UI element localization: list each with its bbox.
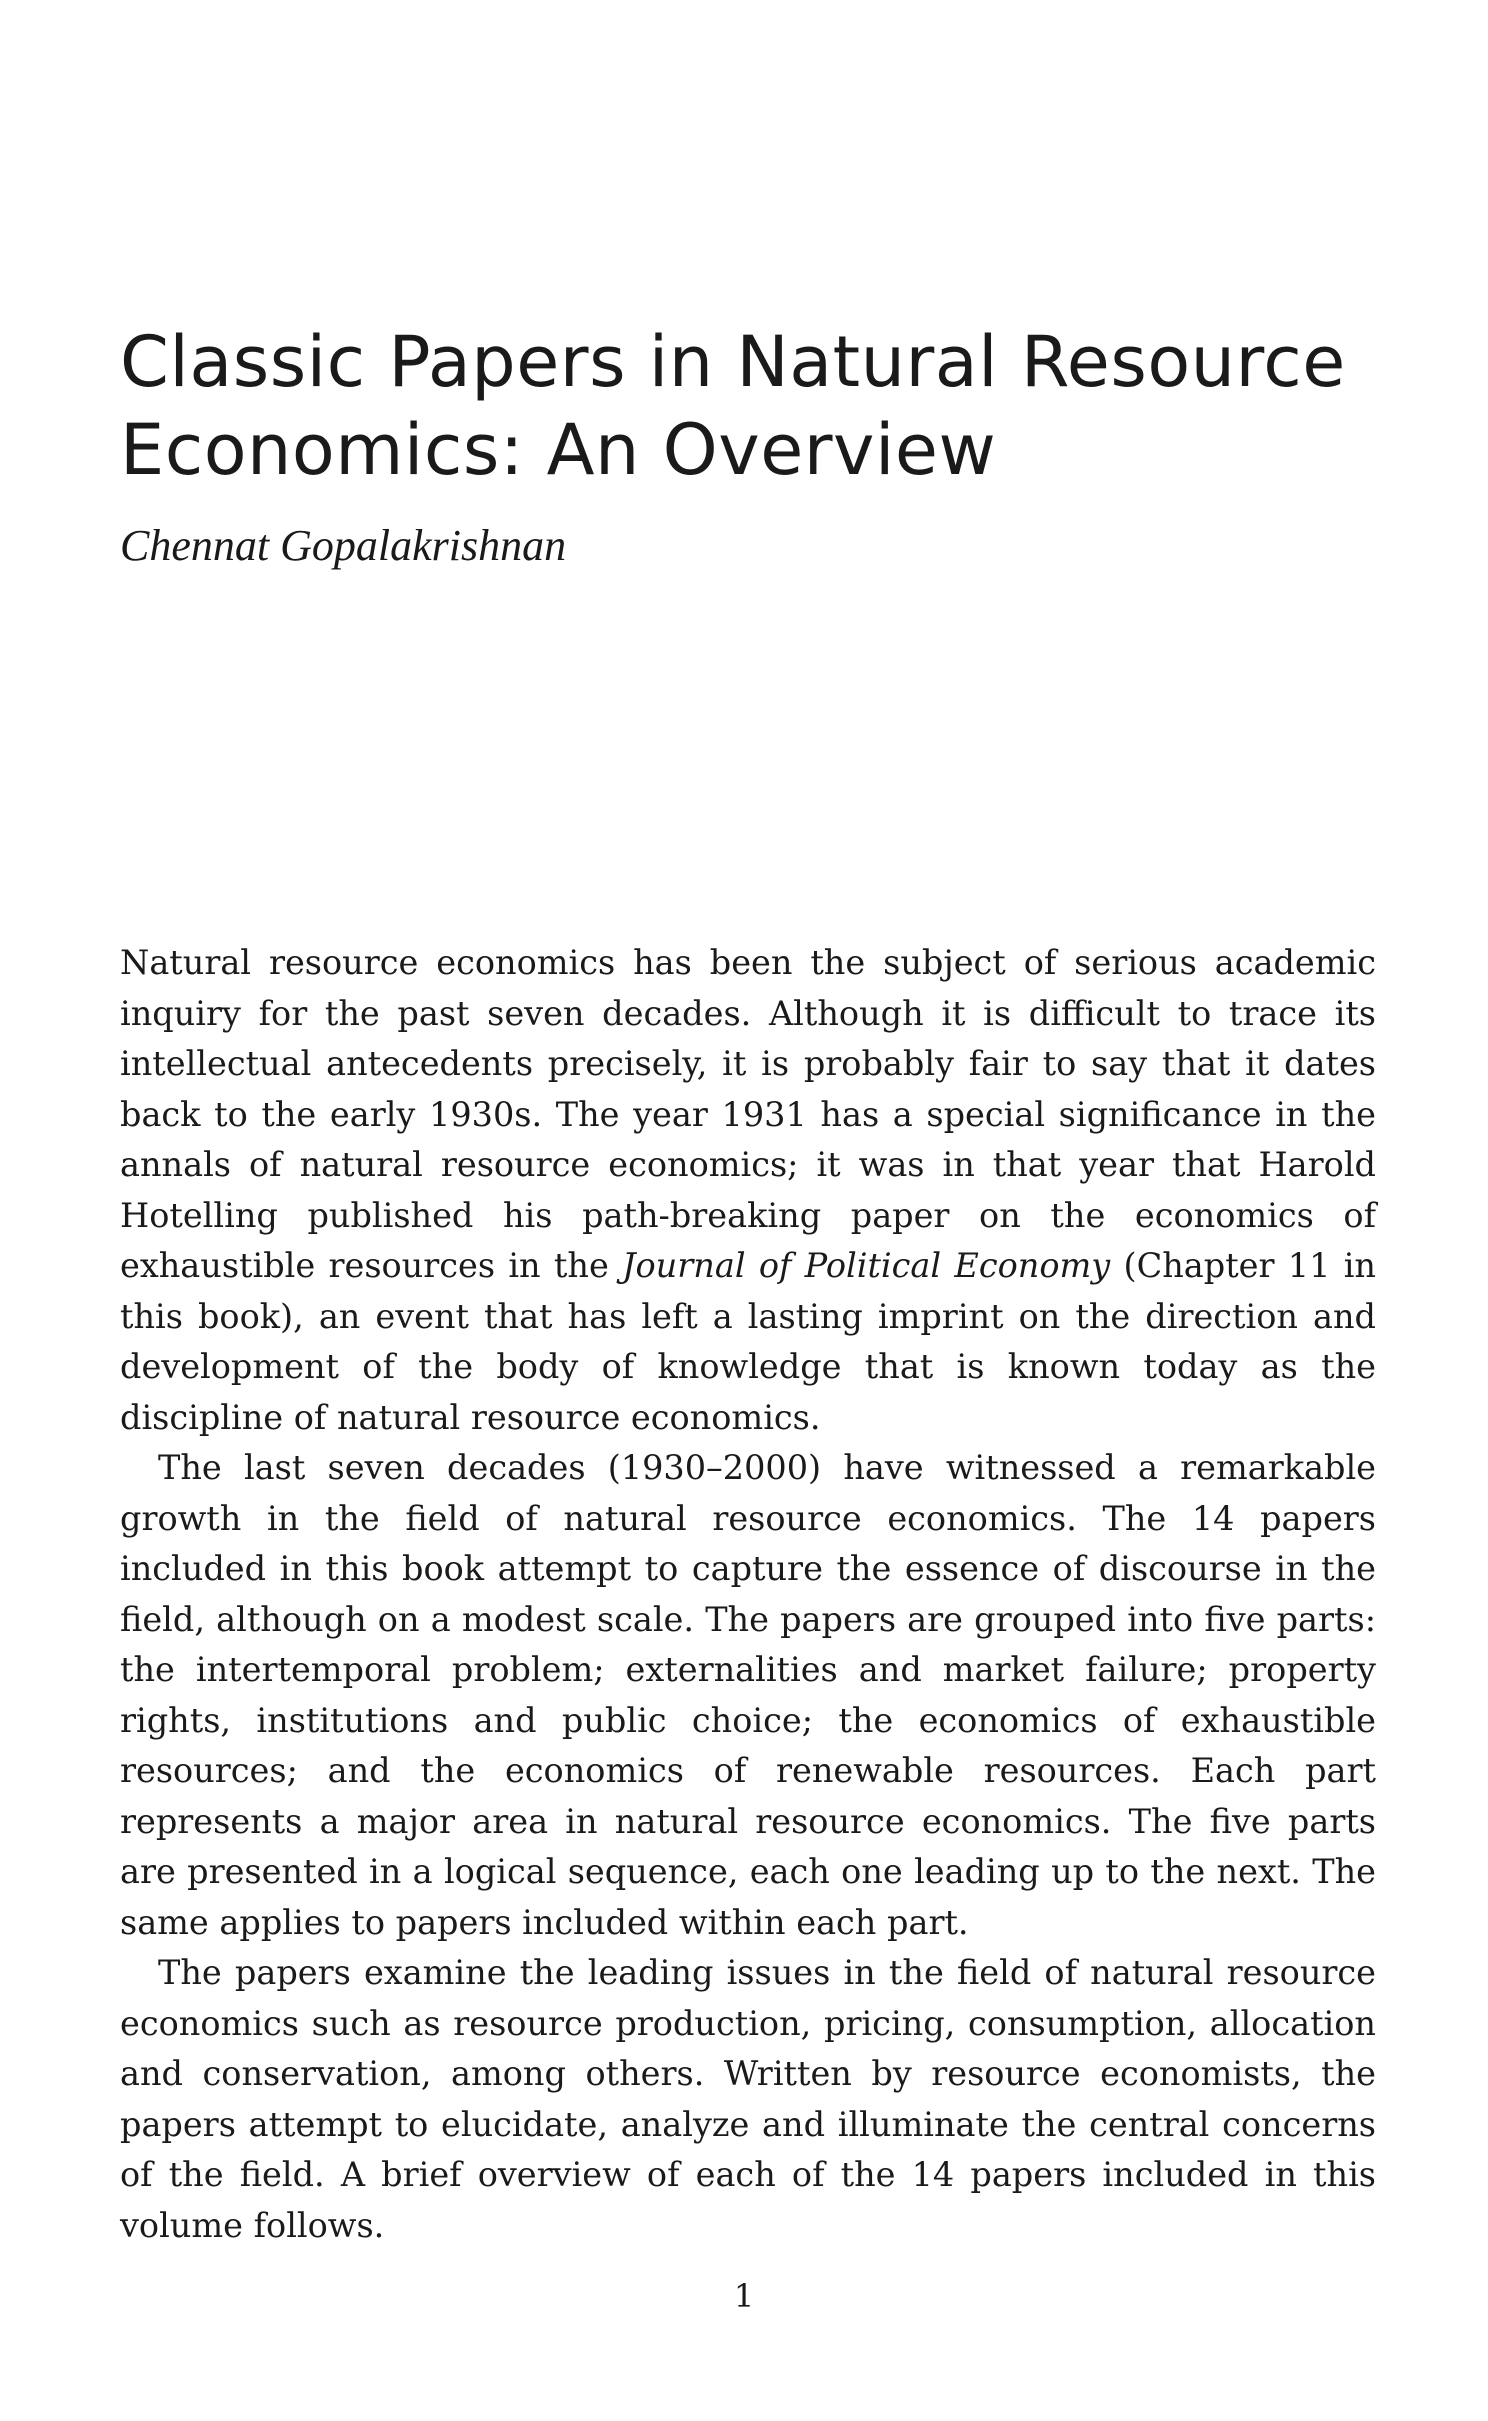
page-number: 1 <box>733 2277 755 2315</box>
paragraph-1-text-b: (Chapter 11 in this book), an event that has left a lasting imprint on the direction and development of the body of knowledge that is known today as the discipline of natural resource economics. <box>120 1246 1376 1437</box>
journal-title: Journal of Political Economy <box>622 1246 1111 1285</box>
paragraph-1 <box>120 938 1376 1443</box>
author-name: Chennat Gopalakrishnan <box>120 521 567 570</box>
chapter-title <box>120 318 1380 494</box>
chapter-title-line-2: Economics: An Overview <box>120 409 997 491</box>
chapter-title-line-1: Classic Papers in Natural Resource <box>120 321 1346 403</box>
paragraph-2: The last seven decades (1930–2000) have witnessed a remarkable growth in the field of natural resource economics. The 14 papers included in this book attempt to capture the essence of discourse in the field, although on a modest scale. The papers are grouped into five parts: the intertemporal problem; externalities and market failure; property rights, institutions and public choice; the economics of exhaustible resources; and the economics of renewable resources. Each part represents a major area in natural resource economics. The five parts are presented in a logical sequence, each one leading up to the next. The same applies to papers included within each part. <box>120 1448 1376 1942</box>
body-text <box>120 938 1376 2251</box>
paragraph-1-text-a: Natural resource economics has been the subject of serious academic inquiry for the past seven decades. Although it is difficult to trace its intellectual antecedents precisely, it is probably fair to say that it dates back to the early 1930s. The year 1931 has a special significance in the annals of natural resource economics; it was in that year that Harold Hotelling published his path-breaking paper on the economics of exhaustible resources in the <box>120 943 1376 1285</box>
paragraph-3: The papers examine the leading issues in the field of natural resource economics such as resource production, pricing, consumption, allocation and conservation, among others. Written by resource economists, the papers attempt to elucidate, analyze and illuminate the central concerns of the field. A brief overview of each of the 14 papers included in this volume follows. <box>120 1953 1376 2245</box>
